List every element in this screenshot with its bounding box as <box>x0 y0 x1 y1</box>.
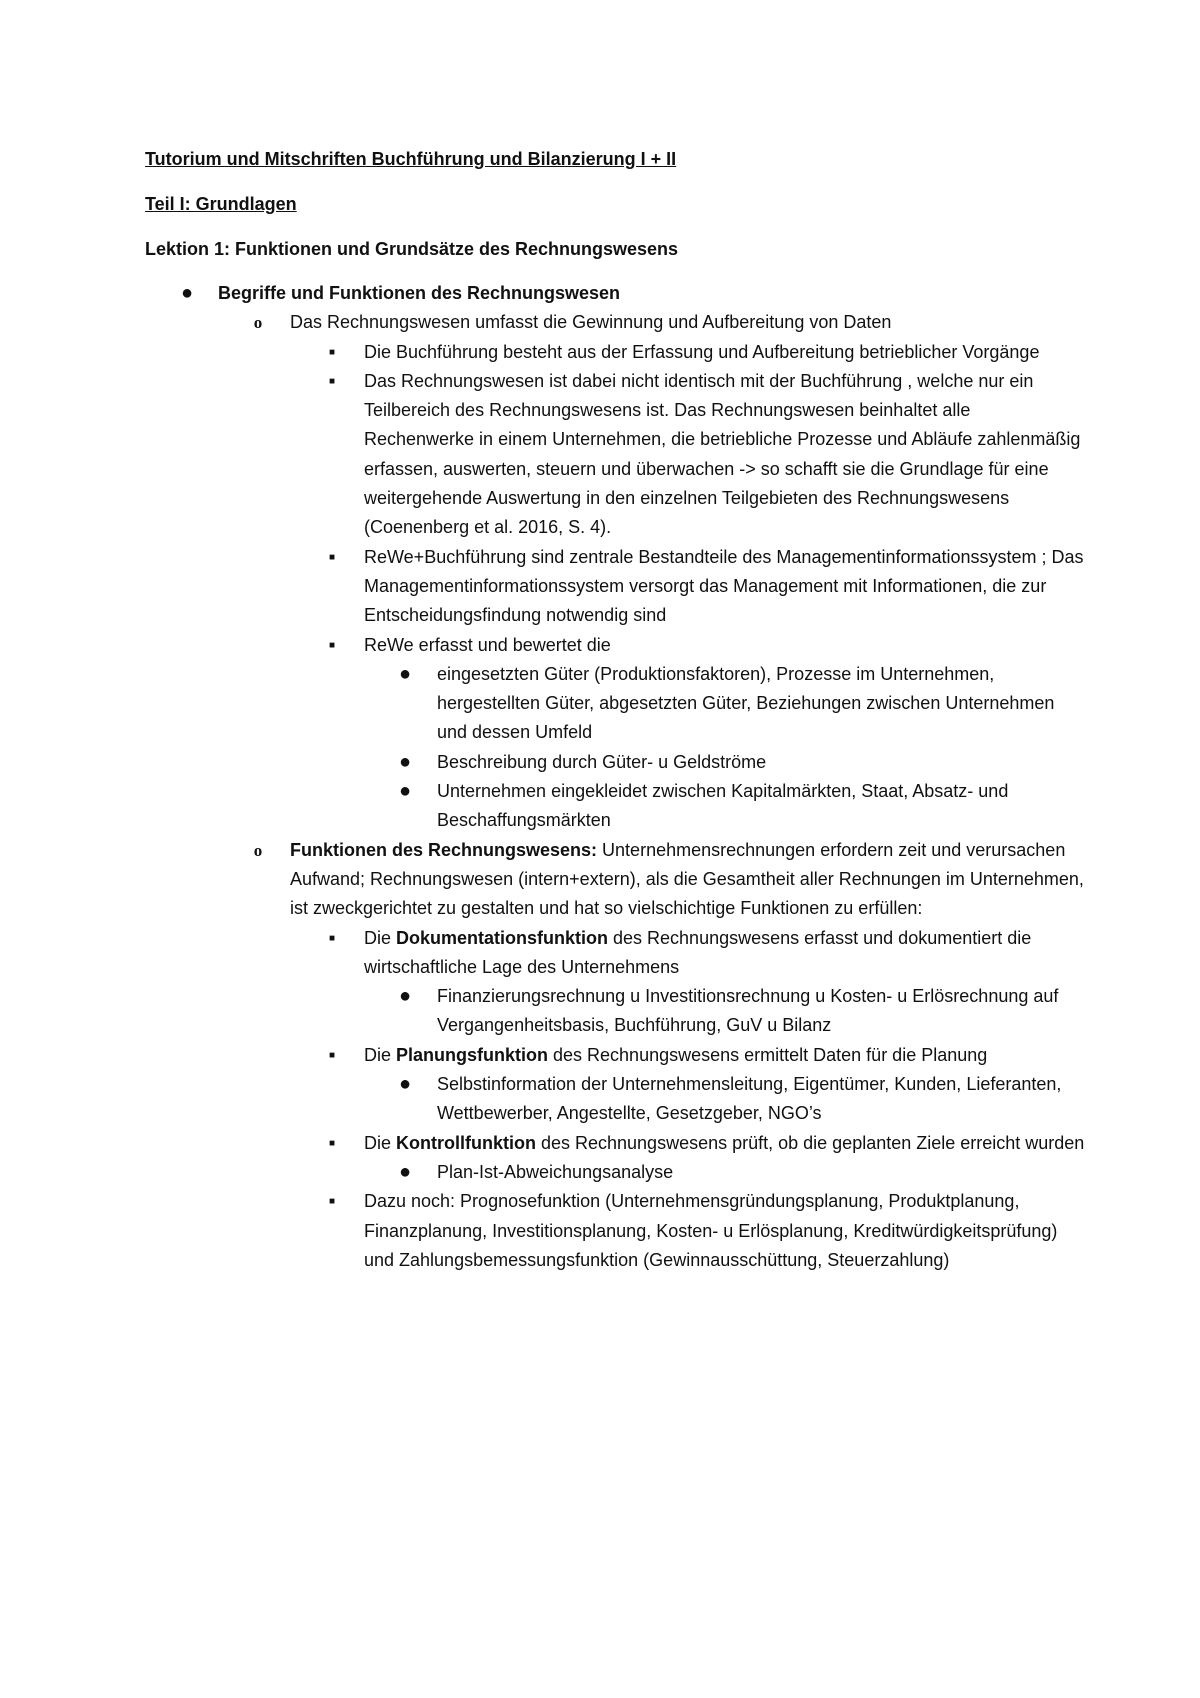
text-pre: Die <box>364 1044 397 1065</box>
bullet-circle-icon: o <box>253 840 263 860</box>
bullet-dot-icon: ● <box>398 780 412 803</box>
bullet-square-icon: ■ <box>328 1049 336 1061</box>
part-heading: Teil I: Grundlagen <box>145 194 297 214</box>
list-item <box>145 543 1085 631</box>
list-item <box>145 777 1085 836</box>
text-post: des Rechnungswesens ermittelt Daten für die Planung <box>548 1044 988 1065</box>
lesson-heading: Lektion 1: Funktionen und Grundsätze des Rechnungswesens <box>145 239 679 259</box>
bullet-square-icon: ■ <box>328 932 336 944</box>
list-item <box>145 1158 1085 1187</box>
list-item-body: Unternehmensrechnungen erfordern zeit und verursachen Aufwand; Rechnungswesen (intern+extern), als die Gesamtheit aller Rechnungen im Unternehmen, ist zweckgerichtet zu gestalten und hat so vielschichtige Funktionen zu erfüllen: <box>290 839 1084 919</box>
bullet-dot-icon: ● <box>398 985 412 1008</box>
list-item-text <box>145 1041 1085 1070</box>
list-item-text: Unternehmen eingekleidet zwischen Kapitalmärkten, Staat, Absatz- und Beschaffungsmärkten <box>437 781 1009 831</box>
list-item <box>145 1070 1085 1129</box>
list-item <box>145 1187 1085 1275</box>
bullet-dot-icon: ● <box>398 1073 412 1096</box>
list-item-text: Finanzierungsrechnung u Investitionsrechnung u Kosten- u Erlösrechnung auf Vergangenheitsbasis, Buchführung, GuV u Bilanz <box>437 986 1059 1036</box>
bullet-dot-icon: ● <box>398 1160 412 1183</box>
list-item <box>145 836 1085 924</box>
list-item-text: Plan-Ist-Abweichungsanalyse <box>437 1161 674 1182</box>
document-title: Tutorium und Mitschriften Buchführung und Bilanzierung I + II <box>145 149 677 169</box>
bullet-square-icon: ■ <box>328 551 336 563</box>
text-pre: Die <box>364 1132 397 1153</box>
bullet-square-icon: ■ <box>328 346 336 358</box>
function-name: Kontrollfunktion <box>396 1132 536 1153</box>
section-begriffe <box>145 279 1085 308</box>
list-item-text: Das Rechnungswesen ist dabei nicht identisch mit der Buchführung , welche nur ein Teilbereich des Rechnungswesens ist. Das Rechnungswesen beinhaltet alle Rechenwerke in einem Unternehmen, die betriebliche Prozesse und Abläufe zahlenmäßig erfassen, auswerten, steuern und überwachen -> so schafft sie die Grundlage für eine weitergehende Auswertung in den einzelnen Teilgebieten des Rechnungswesens (Coenenberg et al. 2016, S. 4). <box>364 370 1081 538</box>
bullet-circle-icon: o <box>253 313 263 333</box>
list-item <box>145 982 1085 1041</box>
bullet-square-icon: ■ <box>328 1196 336 1208</box>
bullet-square-icon: ■ <box>328 1137 336 1149</box>
list-item-lead: Funktionen des Rechnungswesens: <box>290 839 598 860</box>
list-item-text <box>145 1129 1085 1158</box>
list-item <box>145 1129 1085 1158</box>
list-item <box>145 308 1085 337</box>
list-item-text: Beschreibung durch Güter- u Geldströme <box>437 751 767 772</box>
list-item-text <box>145 924 1085 983</box>
list-item-text <box>145 836 1085 924</box>
function-name: Planungsfunktion <box>396 1044 549 1065</box>
list-item-text: ReWe+Buchführung sind zentrale Bestandteile des Managementinformationssystem ; Das Managementinformationssystem versorgt das Management mit Informationen, die zur Entscheidungsfindung notwendig sind <box>364 546 1084 626</box>
list-item-text: Selbstinformation der Unternehmensleitung, Eigentümer, Kunden, Lieferanten, Wettbewerber, Angestellte, Gesetzgeber, NGO’s <box>437 1074 1062 1124</box>
text-pre: Die <box>364 927 397 948</box>
list-item-text: Die Buchführung besteht aus der Erfassung und Aufbereitung betrieblicher Vorgänge <box>364 341 1040 362</box>
list-item-text: Dazu noch: Prognosefunktion (Unternehmensgründungsplanung, Produktplanung, Finanzplanung, Investitionsplanung, Kosten- u Erlösplanung, Kreditwürdigkeitsprüfung) und Zahlungsbemessungsfunktion (Gewinnausschüttung, Steuerzahlung) <box>364 1191 1058 1270</box>
function-name: Dokumentationsfunktion <box>396 927 609 948</box>
list-item-text: Das Rechnungswesen umfasst die Gewinnung und Aufbereitung von Daten <box>290 312 892 333</box>
bullet-square-icon: ■ <box>328 639 336 651</box>
list-item <box>145 367 1085 543</box>
bullet-dot-icon: ● <box>398 662 412 685</box>
bullet-dot-icon: ● <box>180 282 194 304</box>
list-item <box>145 748 1085 777</box>
list-item <box>145 1041 1085 1070</box>
list-item <box>145 338 1085 367</box>
text-post: des Rechnungswesens prüft, ob die geplanten Ziele erreicht wurden <box>535 1132 1085 1153</box>
section-heading: Begriffe und Funktionen des Rechnungswesen <box>218 283 621 303</box>
bullet-dot-icon: ● <box>398 750 412 773</box>
bullet-square-icon: ■ <box>328 375 336 387</box>
list-item <box>145 631 1085 660</box>
list-item-text: ReWe erfasst und bewertet die <box>364 634 611 655</box>
document-body <box>145 147 1085 1275</box>
text-post: des Rechnungswesens erfasst und dokumentiert die wirtschaftliche Lage des Unternehmens <box>364 927 1032 977</box>
list-item <box>145 924 1085 983</box>
list-item-text: eingesetzten Güter (Produktionsfaktoren), Prozesse im Unternehmen, hergestellten Güter, abgesetzten Güter, Beziehungen zwischen Unternehmen und dessen Umfeld <box>437 663 1055 743</box>
list-item <box>145 660 1085 748</box>
